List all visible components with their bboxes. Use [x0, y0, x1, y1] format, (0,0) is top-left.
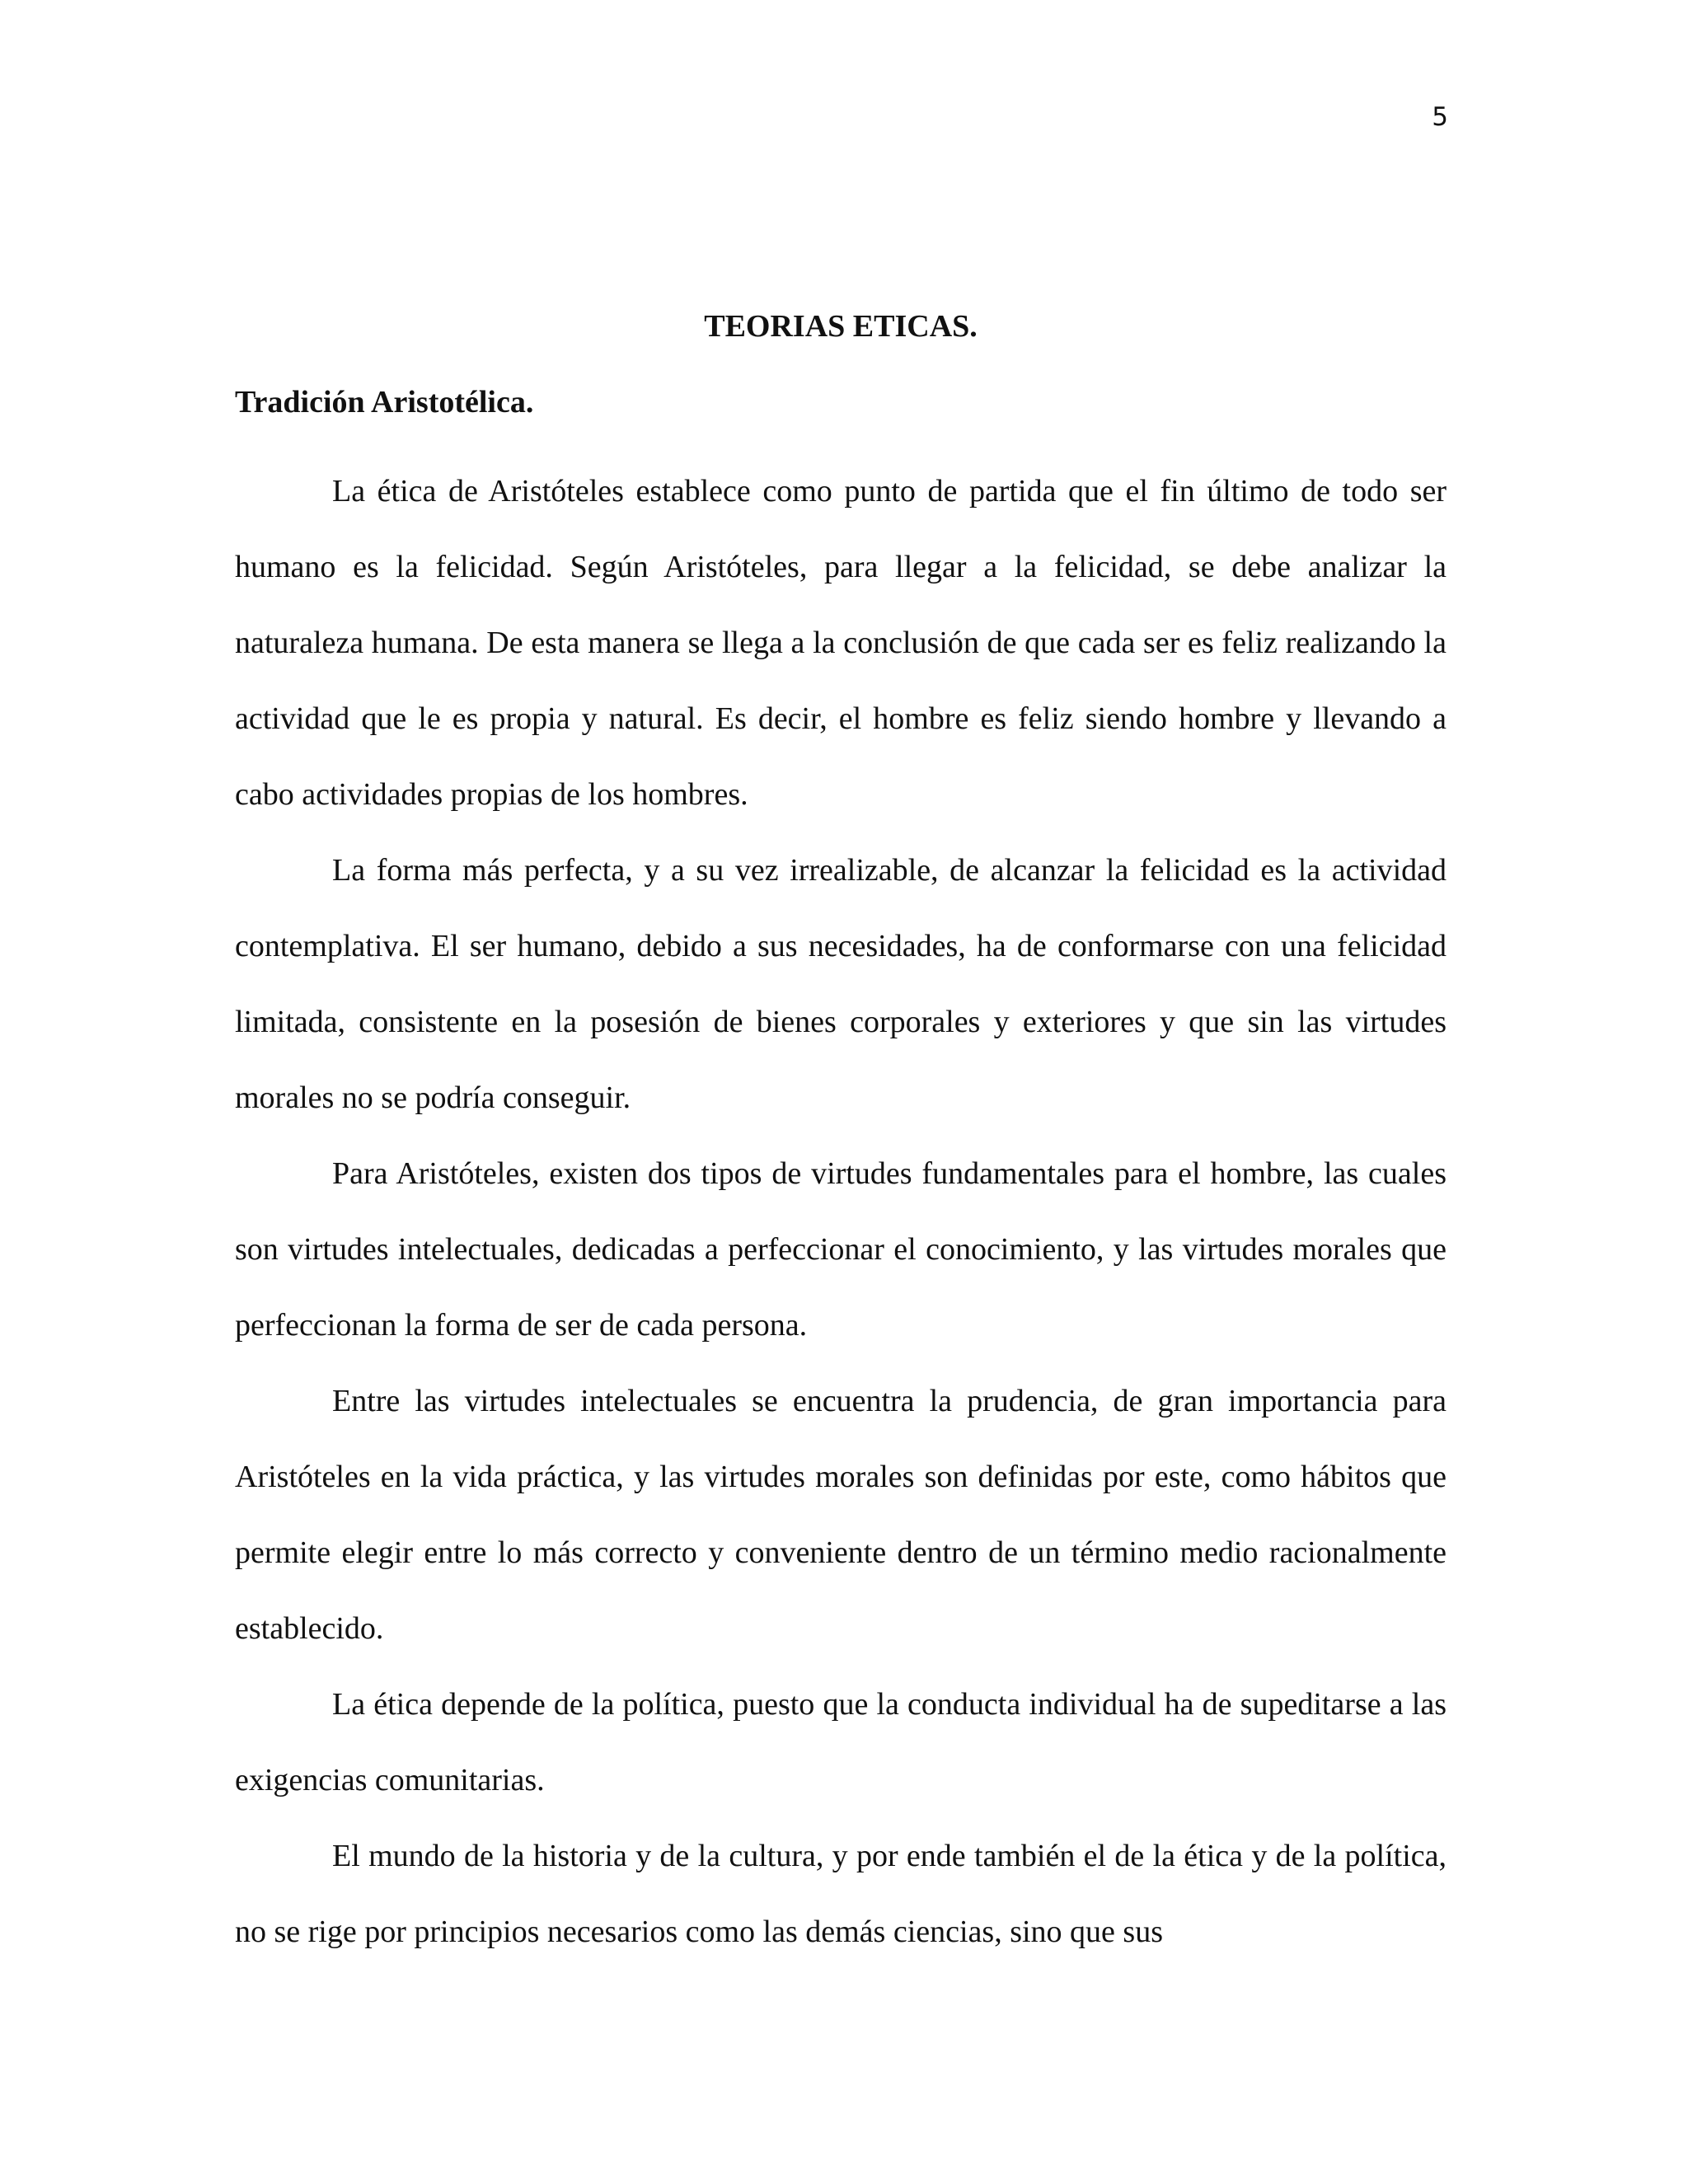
paragraph: Para Aristóteles, existen dos tipos de virtudes fundamentales para el hombre, las cuales son virtudes intelectuales, dedicadas a perfeccionar el conocimiento, y las virtudes morales que perfeccionan la forma de ser de cada persona.	[235, 1156, 1447, 1343]
paragraph: Entre las virtudes intelectuales se encuentra la prudencia, de gran importancia para Aristóteles en la vida práctica, y las virtudes morales son definidas por este, como hábitos que permite elegir entre lo más correcto y conveniente dentro de un término medio racionalmente establecido.	[235, 1384, 1447, 1646]
paragraph: El mundo de la historia y de la cultura, y por ende también el de la ética y de la política, no se rige por principios necesarios como las demás ciencias, sino que sus	[235, 1839, 1447, 1949]
paragraph: La ética depende de la política, puesto que la conducta individual ha de supeditarse a las exigencias comunitarias.	[235, 1687, 1447, 1797]
section-heading: Tradición Aristotélica.	[235, 385, 534, 419]
document-body	[235, 453, 1447, 1970]
document-content	[235, 302, 1447, 1970]
paragraph: La ética de Aristóteles establece como punto de partida que el fin último de todo ser humano es la felicidad. Según Aristóteles, para llegar a la felicidad, se debe analizar la naturaleza humana. De esta manera se llega a la conclusión de que cada ser es feliz realizando la actividad que le es propia y natural. Es decir, el hombre es feliz siendo hombre y llevando a cabo actividades propias de los hombres.	[235, 474, 1447, 812]
page-number: 5	[1432, 102, 1448, 132]
document-title: TEORIAS ETICAS.	[704, 309, 978, 344]
paragraph: La forma más perfecta, y a su vez irrealizable, de alcanzar la felicidad es la actividad contemplativa. El ser humano, debido a sus necesidades, ha de conformarse con una felicidad limitada, consistente en la posesión de bienes corporales y exteriores y que sin las virtudes morales no se podría conseguir.	[235, 853, 1447, 1115]
